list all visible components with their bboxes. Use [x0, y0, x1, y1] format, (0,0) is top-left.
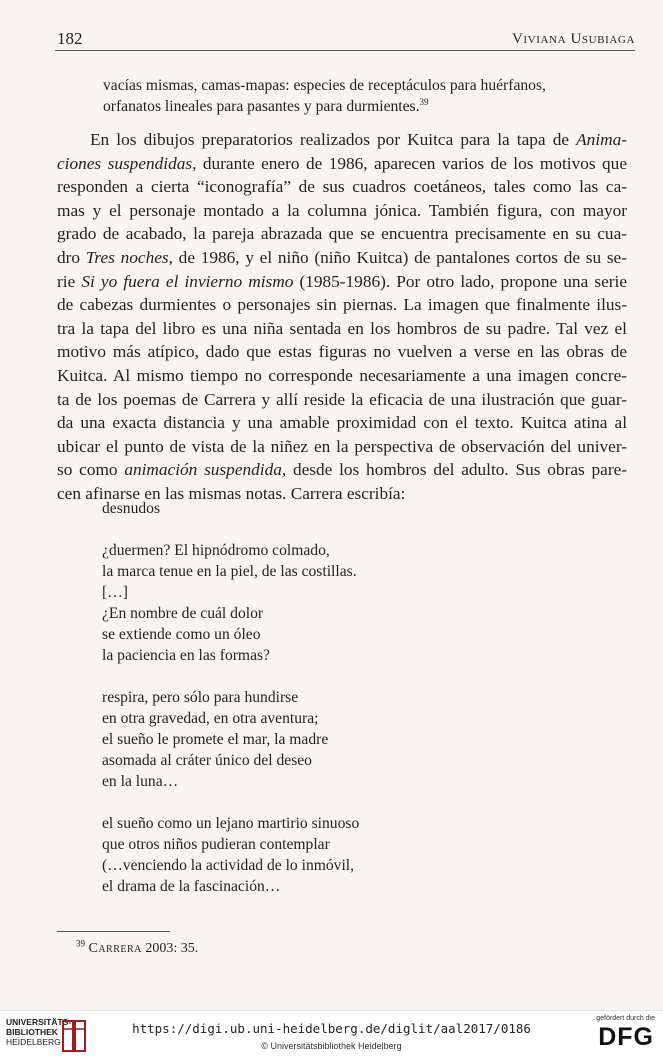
poem-verse: (…venciendo la actividad de lo inmóvil,: [102, 857, 355, 874]
poem-verse: ¿duermen? El hipnódromo colmado,: [102, 542, 330, 559]
block-quote-line: vacías mismas, camas-mapas: especies de receptáculos para huérfanos,: [103, 77, 546, 94]
paragraph-line: mas y el personaje montado a la columna jónica. También figura, con mayor: [57, 200, 627, 220]
funder-label: gefördert durch die: [596, 1015, 655, 1022]
poem-verse: la marca tenue en la piel, de las costillas.: [102, 563, 357, 580]
poem-stanza: [102, 813, 359, 897]
block-quote-line: orfanatos lineales para pasantes y para durmientes.$^{39}$: [103, 96, 429, 115]
paragraph-line: de cabezas durmientes o personajes sin piernas. La imagen que finalmente ilus-: [57, 295, 627, 315]
poem-verse: se extiende como un óleo: [102, 626, 261, 643]
library-name-line: UNIVERSITÄTS-: [6, 1017, 72, 1027]
footnote: [76, 938, 199, 957]
paragraph-line: ta de los poemas de Carrera y allí reside la eficacia de una ilustración que guar-: [57, 389, 627, 409]
poem-stanza: [102, 498, 359, 519]
footnote-number: 39: [76, 938, 85, 949]
running-head: Viviana Usubiaga: [511, 31, 635, 47]
paragraph-line: rie Si yo fuera el invierno mismo (1985-1986). Por otro lado, propone una serie: [57, 271, 627, 291]
paragraph-line: grado de acabado, la pareja abrazada que se encuentra precisamente en su cua-: [57, 224, 627, 244]
paragraph-line: cen afinarse en las mismas notas. Carrera escribía:: [57, 483, 406, 503]
poem-verse: desnudos: [102, 500, 161, 517]
footnote-author: Carrera: [88, 941, 142, 956]
poem-verse: la paciencia en las formas?: [102, 647, 270, 664]
body-paragraph: [57, 128, 627, 506]
poem-stanza: [102, 540, 359, 666]
footnote-reference[interactable]: 39: [419, 96, 429, 107]
footer-copyright: © Universitätsbibliothek Heidelberg: [261, 1041, 402, 1051]
poem-stanza: [102, 687, 359, 792]
poem-verse: […]: [102, 584, 128, 601]
block-quote: [103, 75, 623, 117]
dfg-logo[interactable]: DFG: [598, 1023, 654, 1051]
poem-verse: que otros niños pudieran contemplar: [102, 836, 330, 853]
library-name-line: HEIDELBERG: [6, 1037, 61, 1047]
poem-verse: ¿En nombre de cuál dolor: [102, 605, 264, 622]
paragraph-line: responden a cierta “iconografía” de sus cuadros coetáneos, tales como las ca-: [57, 177, 627, 197]
paragraph-line: so como animación suspendida, desde los hombros del adulto. Sus obras pare-: [57, 460, 627, 480]
poem-verse: el sueño le promete el mar, la madre: [102, 731, 329, 748]
footnote-reference-text: 2003: 35.: [141, 941, 199, 956]
library-name-line: BIBLIOTHEK: [6, 1027, 58, 1037]
footer-url[interactable]: https://digi.ub.uni-heidelberg.de/diglit/aal2017/0186: [132, 1021, 531, 1036]
poem-verse: en la luna…: [102, 773, 179, 790]
paragraph-line: tra la tapa del libro es una niña sentada en los hombros de su padre. Tal vez el: [57, 318, 627, 338]
paragraph-line: ubicar el punto de vista de la niñez en la perspectiva de observación del univer-: [57, 436, 627, 456]
poem-verse: en otra gravedad, en otra aventura;: [102, 710, 319, 727]
paragraph-line: ciones suspendidas, durante enero de 1986, aparecen varios de los motivos que: [57, 153, 627, 173]
poem-verse: el sueño como un lejano martirio sinuoso: [102, 815, 360, 832]
poem-verse: respira, pero sólo para hundirse: [102, 689, 299, 706]
paragraph-line: motivo más atípico, dado que estas figuras no vuelven a verse en las obras de: [57, 342, 627, 362]
page-number: 182: [57, 29, 83, 48]
paragraph-line: da una exacta distancia y una amable proximidad con el texto. Kuitca atina al: [57, 413, 627, 433]
header-rule: [55, 50, 635, 51]
paragraph-line: Kuitca. Al mismo tiempo no corresponde necesariamente a una imagen concre-: [57, 365, 627, 385]
footnote-rule: [57, 931, 170, 932]
paragraph-line: En los dibujos preparatorios realizados por Kuitca para la tapa de Anima-: [90, 130, 627, 149]
poem-quote: [102, 498, 359, 897]
paragraph-line: dro Tres noches, de 1986, y el niño (niño Kuitca) de pantalones cortos de su se-: [57, 247, 627, 267]
poem-verse: asomada al cráter único del deseo: [102, 752, 312, 769]
poem-verse: el drama de la fascinación…: [102, 878, 281, 895]
